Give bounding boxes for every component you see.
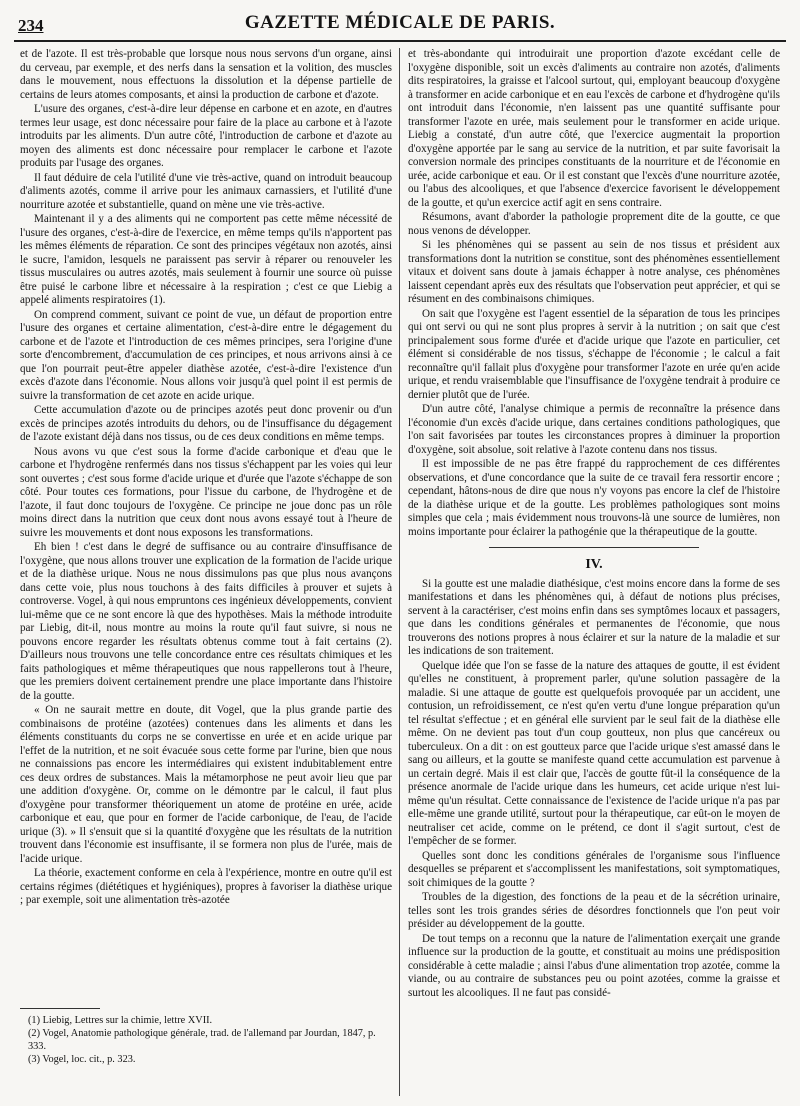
paragraph: Quelles sont donc les conditions générales de l'organisme sous l'influence desquelles se préparent et s'accomplissent les manifestations, soit symptomatiques, soit chimiques de la goutte ? bbox=[408, 849, 780, 889]
paragraph: et de l'azote. Il est très-probable que lorsque nous nous servons d'un organe, ainsi du cerveau, par exemple, et des nerfs dans la sensation et la volition, des muscles dans le mouvement, nous effectuons la dissolution et la dépense partielle de certains de leurs atomes composants, et ainsi la production de carbone et d'azote. bbox=[20, 48, 392, 101]
footnotes bbox=[20, 1008, 392, 1068]
running-title: GAZETTE MÉDICALE DE PARIS. bbox=[244, 12, 556, 33]
paragraph: Maintenant il y a des aliments qui ne comportent pas cette même nécessité de l'usure des organes, c'est-à-dire de l'exercice, en même temps qu'ils n'apportent pas les mêmes éléments de réparation. Ce sont des principes végétaux non azotés, ainsi le sucre, l'amidon, lesquels ne paraissent pas servir à réparer ou renouveler les tissus musculaires ou autres azotés, mais seulement à fournir une source où puisse être puisé le carbone libre et nécessaire à la respiration ; c'est ce que Liebig a appelé aliments respiratoires (1). bbox=[20, 213, 392, 306]
section-rule bbox=[489, 547, 699, 548]
paragraph: Eh bien ! c'est dans le degré de suffisance ou au contraire d'insuffisance de l'oxygène, que nous allons trouver une explication de la formation de l'acide urique et de la diathèse urique. Nous ne nous dissimulons pas que plus nous avançons dans cette voie, plus nous touchons à des faits difficiles à prouver et sujets à controverse. Vogel, à qui nous empruntons ces ingénieux développements, convient lui-même que ce ne sont encore là que des hypothèses. Mais la méthode introduite par Liebig, dit-il, nous montre au moins la route qu'il faut suivre, si nous ne pouvons encore regarder les résultats obtenus comme tout à fait certains (2). D'ailleurs nous trouvons une telle concordance entre ces résultats chimiques et les faits pathologiques et même thérapeutiques que nous rappellerons tout à l'heure, que les premiers doivent certainement prendre une place importante dans l'histoire de la goutte. bbox=[20, 541, 392, 702]
paragraph: Il est impossible de ne pas être frappé du rapprochement de ces différentes observations, et d'une concordance que la suite de ce travail fera ressortir encore ; cependant, hâtons-nous de dire que nous n'y voyons pas encore la clef de l'histoire de la diathèse urique et de la goutte. Les problèmes pathologiques sont moins simples que cela ; mais évidemment nous trouvons-là une source de lumières, non moins importante pour éclairer la pathogénie que la thérapeutique de la goutte. bbox=[408, 458, 780, 538]
footnote: (1) Liebig, Lettres sur la chimie, lettre XVII. bbox=[28, 1015, 213, 1026]
paragraph: Cette accumulation d'azote ou de principes azotés peut donc provenir ou d'un excès de principes azotés introduits du dehors, ou de l'insuffisance du dégagement de l'azote existant déjà dans nos tissus, ou de ces deux conditions en même temps. bbox=[20, 404, 392, 443]
right-column bbox=[408, 48, 780, 1096]
paragraph: et très-abondante qui introduirait une proportion d'azote excédant celle de l'oxygène disponible, soit un excès d'aliments au contraire non azotés, d'aliments dits respiratoires, la graisse et l'alcool surtout, qui, employant beaucoup d'oxygène à transformer en acide carbonique et en eau l'excès de carbone et d'hydrogène qu'ils ont introduit dans l'économie, n'en laissent pas une quantité suffisante pour transformer l'azote en urée, mais seulement pour le transformer en acide urique. Liebig a constaté, d'un autre côté, que l'exercice augmentait la proportion d'oxygène apportée par le sang au service de la nutrition, et par suite favorisait la conversion normale des principes constituants de la nourriture et de l'économie en urée, acide carbonique et eau. Or il est constant que l'excès d'une nourriture azotée, ou l'abus des alcooliques, et que l'absence d'exercice favorisent le développement de la goutte, et qu'un exercice actif agit en sens contraire. bbox=[408, 48, 780, 209]
paragraph: Si les phénomènes qui se passent au sein de nos tissus et président aux transformations dont la nutrition se constitue, sont des phénomènes essentiellement vitaux et doivent sans doute à jamais échapper à notre analyse, ces phénomènes laissent cependant après eux des résultats que l'observation peut apprécier, et qui se résument en des combinaisons chimiques. bbox=[408, 239, 780, 305]
paragraph: De tout temps on a reconnu que la nature de l'alimentation exerçait une grande influence sur la production de la goutte, et constituait au moins une prédisposition considérable à cette maladie ; ainsi l'abus d'une alimentation trop azotée, comme la viande, ou au contraire de substances peu ou point azotées, comme la graisse et surtout les alcooliques. Il ne faut pas considé- bbox=[408, 932, 780, 999]
paragraph: Troubles de la digestion, des fonctions de la peau et de la sécrétion urinaire, telles sont les trois grandes séries de désordres fonctionnels que l'on peut voir présider au développement de la goutte. bbox=[408, 891, 780, 930]
paragraph: On comprend comment, suivant ce point de vue, un défaut de proportion entre l'usure des organes et certaine alimentation, c'est-à-dire entre le dégagement du carbone et de l'azote et l'introduction de ces mêmes principes, sera l'origine d'une sorte d'encombrement, d'accumulation de ces principes, et nous arrivons ainsi à ce que l'on pourrait peut-être appeler diathèse azotée, c'est-à-dire l'existence d'un excès d'azote dans l'économie. Nous allons voir jusqu'à quel point il est permis de suivre la transformation de cet azote en acide urique. bbox=[20, 308, 392, 402]
paragraph: Quelque idée que l'on se fasse de la nature des attaques de goutte, il est évident qu'elles ne constituent, à proprement parler, qu'une solution passagère de la maladie. Si une attaque de goutte est quelquefois provoquée par un accident, une contusion, un refroidissement, ce n'est qu'en vertu d'une longue préparation qu'un tel résultat s'effectue ; et en général elle survient par le seul fait de la diathèse elle même. On ne devient pas tout d'un coup goutteux, non plus que cancéreux ou tuberculeux. On a dit : on est goutteux parce que l'acide urique s'est amassé dans le sang ou ailleurs, et la goutte se manifeste quand cette accumulation est parvenue à un certain degré. Mais il est clair que, l'accès de goutte fût-il la conséquence de la présence anormale de l'acide urique dans les humeurs, cet acide urique n'est lui-même qu'un résultat. Cette connaissance de l'existence de l'acide urique n'a pas par elle-même une grande utilité, surtout pour la thérapeutique, car eût-on le moyen de neutraliser cet acide, comme on le prétend, ce dont il s'agit surtout, c'est de l'empêcher de se former. bbox=[408, 659, 780, 847]
footnote: (3) Vogel, loc. cit., p. 323. bbox=[28, 1054, 136, 1066]
paragraph: « On ne saurait mettre en doute, dit Vogel, que la plus grande partie des combinaisons de protéine (azotées) contenues dans les aliments et dans les éléments constituants du corps ne se convertisse en urée et en acide urique par l'effet de la nutrition, et ne soit évacuée sous cette forme par l'urine, bien que nous ne connaissions pas encore les intermédiaires qui existent indubitablement entre ces deux ordres de substances. Mais la métamorphose ne peut avoir lieu que par une addition d'oxygène. Or, comme on le démontre par le calcul, il faut plus d'oxygène pour transformer théoriquement un atome de protéine en urée, acide carbonique et eau, que pour en former de l'acide carbonique, de l'eau, de l'acide urique (3). » Il s'ensuit que si la quantité d'oxygène que les résultats de la nutrition trouvent dans l'économie est insuffisante, il se formera non plus de l'urée, mais de l'acide urique. bbox=[20, 704, 392, 865]
left-column bbox=[20, 48, 392, 1096]
paragraph: Résumons, avant d'aborder la pathologie proprement dite de la goutte, ce que nous venons de développer. bbox=[408, 211, 780, 237]
paragraph: On sait que l'oxygène est l'agent essentiel de la séparation de tous les principes qui ont servi ou qui ne sont plus propres à servir à la nutrition ; on sait que c'est principalement sous forme d'urée et d'acide urique que l'azote en particulier, cet élément si considérable de nos tissus, s'échappe de l'économie ; le calcul a fait reconnaître qu'il fallait plus d'oxygène pour transformer l'azote en urée qu'en acide urique, et rendu vraisemblable que l'insuffisance de l'oxygène tendrait à produire ce dernier plutôt que de l'urée. bbox=[408, 307, 780, 401]
paragraph: La théorie, exactement conforme en cela à l'expérience, montre en outre qu'il est certains régimes (diététiques et hygiéniques), propres à favoriser la diathèse urique ; par exemple, soit une alimentation très-azotée bbox=[20, 867, 392, 906]
page-number: 234 bbox=[18, 16, 44, 35]
paragraph: Si la goutte est une maladie diathésique, c'est moins encore dans la forme de ses manifestations et dans les phénomènes qui, à défaut de notions plus précises, servent à la caractériser, c'est moins enfin dans ses symptômes locaux et passagers, que dans les conditions générales et permanentes de l'économie, que nous trouverons des notions propres à nous éclairer et sur la nature de la maladie et sur les indications de son traitement. bbox=[408, 577, 780, 657]
section-number: IV. bbox=[585, 557, 603, 572]
paragraph: D'un autre côté, l'analyse chimique a permis de reconnaître la présence dans l'économie d'un excès d'acide urique, dans certaines conditions pathologiques, que l'on sait favorisées par toutes les circonstances propres à diminuer la proportion d'oxygène, soit absolue, soit relative à l'azote contenu dans nos tissus. bbox=[408, 403, 780, 456]
paragraph: Il faut déduire de cela l'utilité d'une vie très-active, quand on introduit beaucoup d'aliments azotés, comme il arrive pour les animaux carnassiers, et l'utilité d'une nourriture azotée et substantielle, quand on mène une vie très-active. bbox=[20, 171, 392, 211]
paragraph: Nous avons vu que c'est sous la forme d'acide carbonique et d'eau que le carbone et l'hydrogène renfermés dans nos tissus s'échappent par les voies qui leur sont ouvertes ; c'est sous forme d'acide urique et d'urée que l'azote s'échappe de son côté. Pour toutes ces formations, pour l'issue du carbone, de l'hydrogène et de l'azote, il faut donc toujours de l'oxygène. Ce principe ne joue donc pas un rôle moins direct dans la nutrition que ceux dont nous avons essayé tout à l'heure de suivre les mouvements et dont nous exposons les transformations. bbox=[20, 445, 392, 539]
paragraph: L'usure des organes, c'est-à-dire leur dépense en carbone et en azote, en d'autres termes leur usage, est donc nécessaire pour faire de la place au carbone et à l'azote introduits par les aliments. D'un autre côté, l'introduction de carbone et d'azote au moyen des aliments est donc nécessaire pour remplacer le carbone et l'azote produits par l'usage des organes. bbox=[20, 103, 392, 169]
page-header bbox=[14, 10, 786, 42]
column-divider bbox=[399, 48, 400, 1096]
footnote-rule bbox=[20, 1008, 100, 1009]
footnote: (2) Vogel, Anatomie pathologique générale, trad. de l'allemand par Jourdan, 1847, p. 333. bbox=[28, 1028, 376, 1052]
